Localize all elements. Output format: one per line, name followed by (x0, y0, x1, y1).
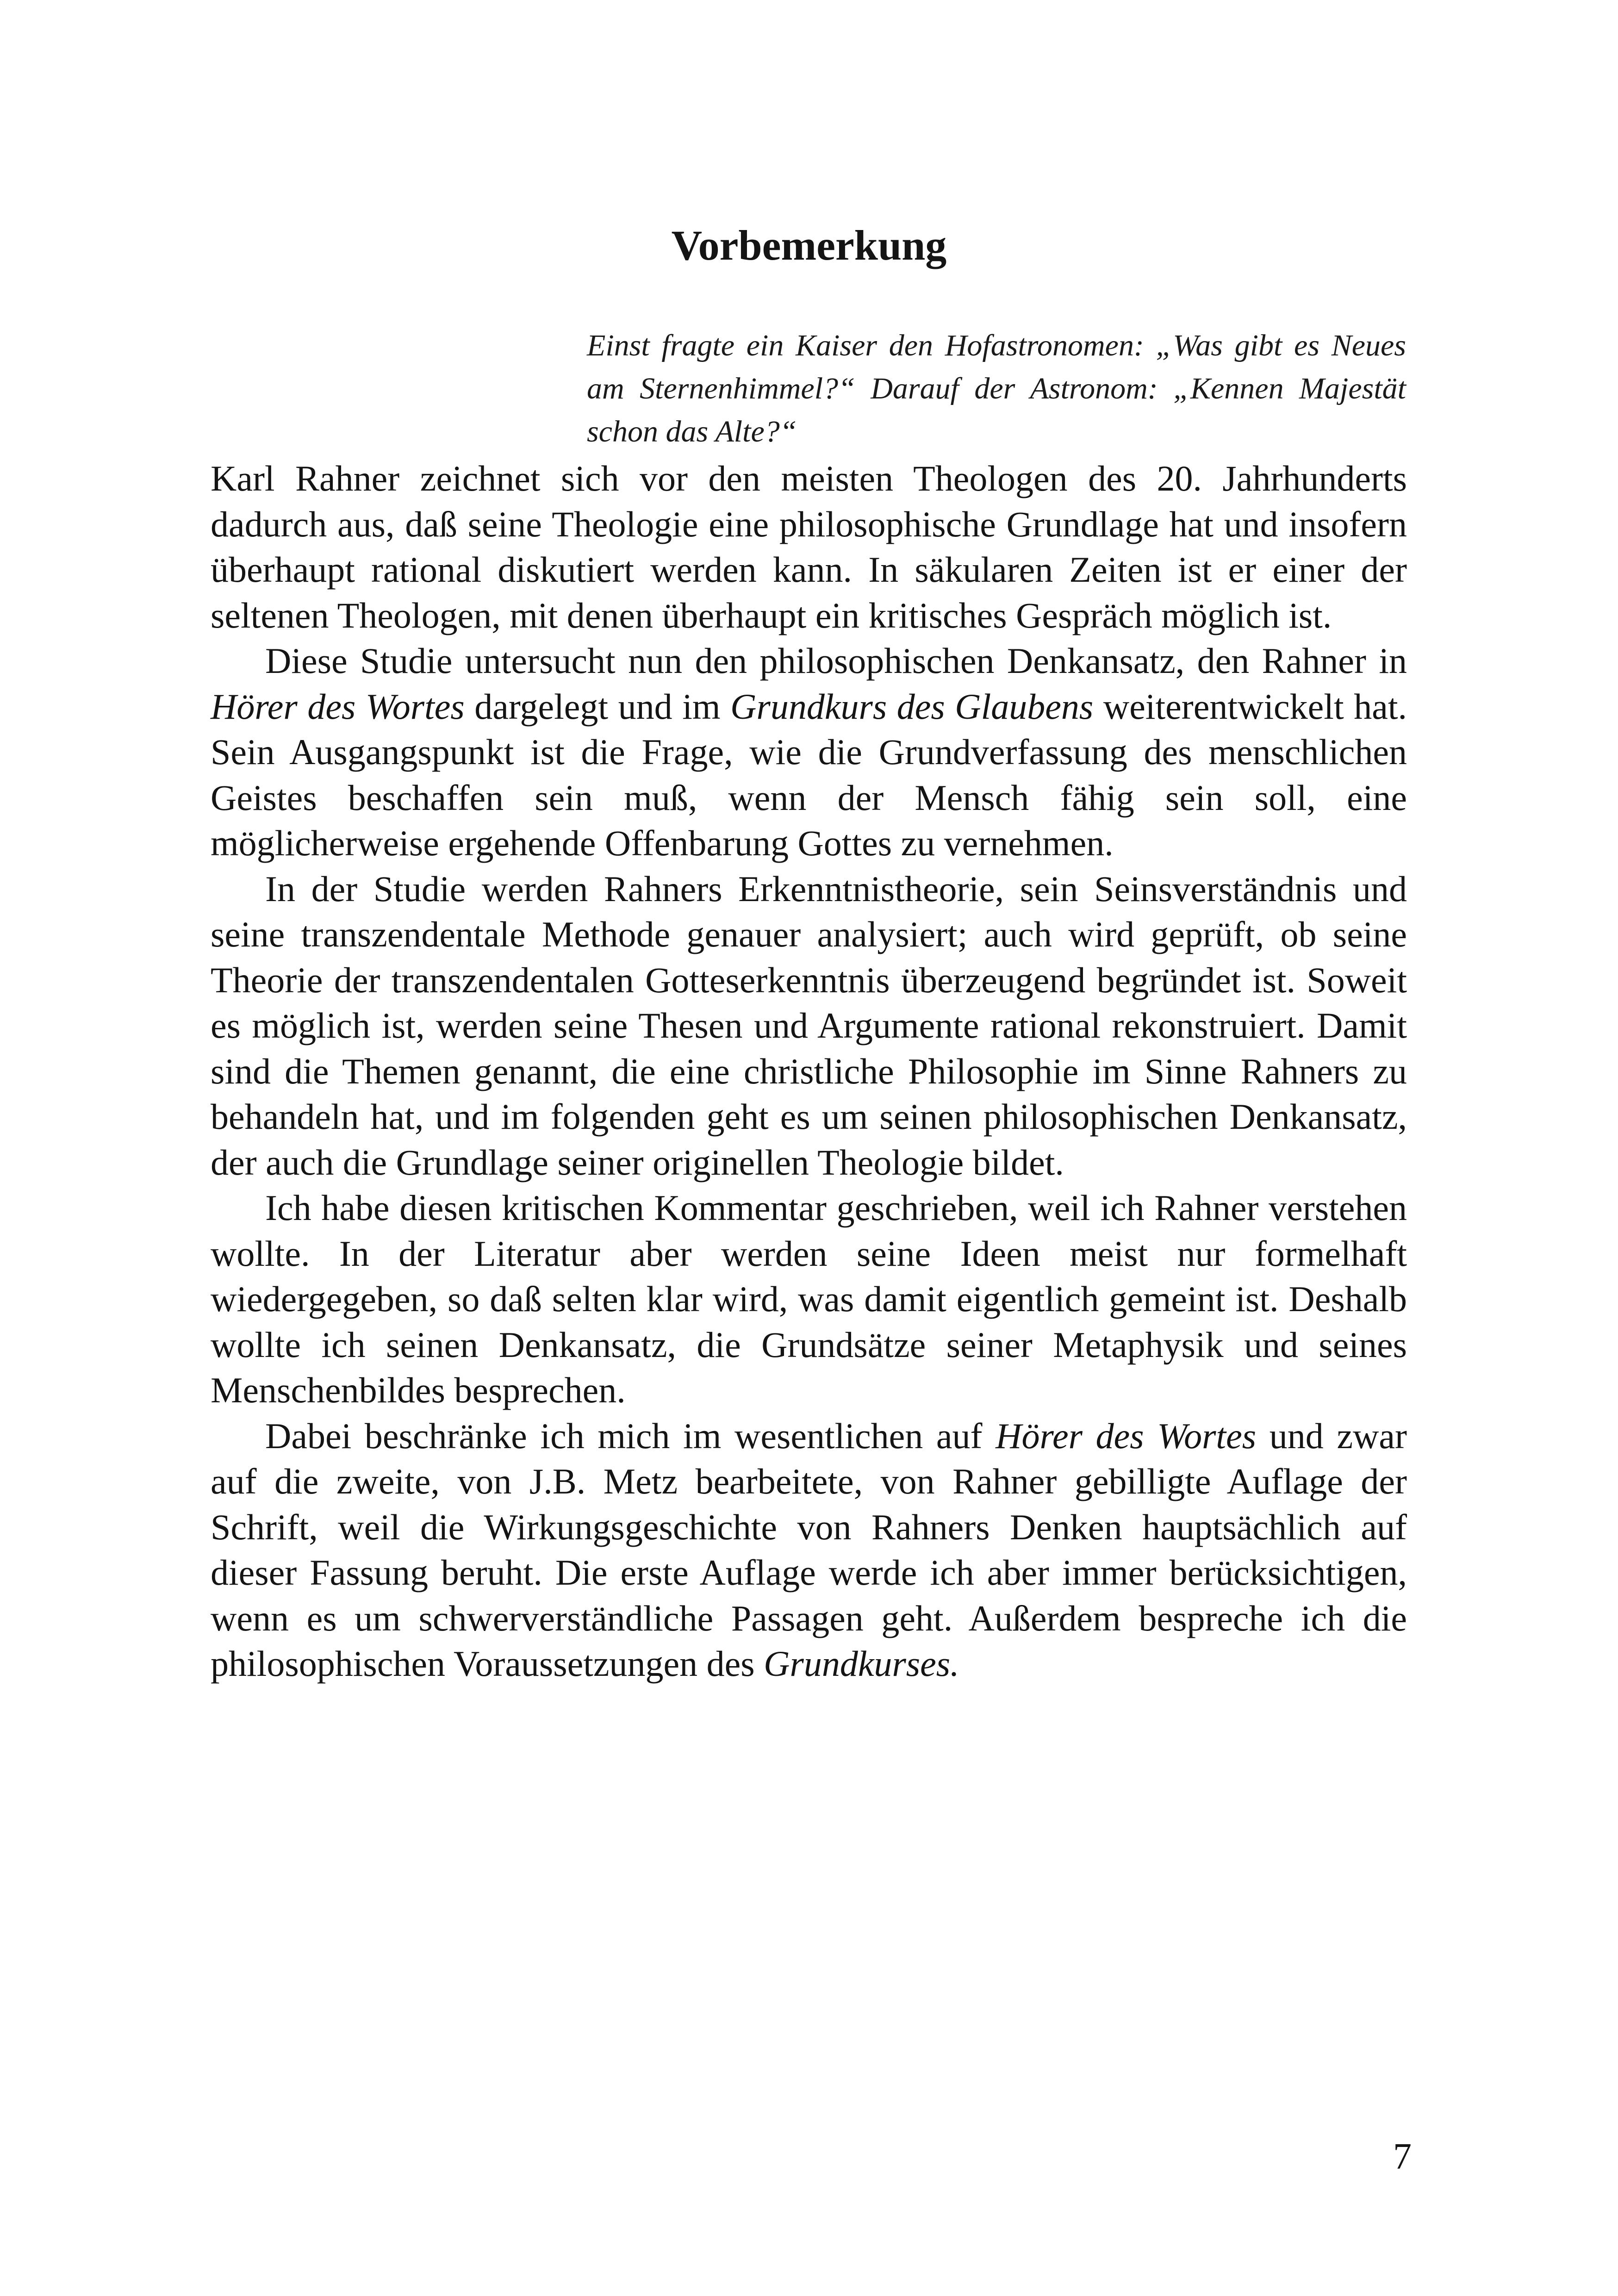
book-title-hoerer-des-wortes: Hörer des Wortes (996, 1415, 1257, 1456)
paragraph-1: Karl Rahner zeichnet sich vor den meisten Theologen des 20. Jahrhunderts dadurch aus, daß seine Theologie eine philosophische Grundlage hat und insofern überhaupt rational diskutiert werden kann. In säkularen Zeiten ist er einer der seltenen Theologen, mit denen überhaupt ein kritisches Gespräch möglich ist. (211, 458, 1407, 635)
epigraph: Einst fragte ein Kaiser den Hofastronomen: „Was gibt es Neues am Sternenhimmel?“ Darauf der Astronom: „Kennen Majestät schon das Alte?“ (587, 329, 1406, 448)
body-text (211, 456, 1407, 1687)
paragraph-2-text-c: dargelegt und im (464, 686, 731, 727)
paragraph-5-text-a: Dabei beschränke ich mich im wesentlichen auf (265, 1415, 996, 1456)
paragraph-2 (211, 638, 1407, 866)
page-title: Vorbemerkung (671, 222, 947, 269)
book-title-grundkurses: Grundkurses. (764, 1643, 959, 1684)
book-title-grundkurs-des-glaubens: Grundkurs des Glaubens (730, 686, 1094, 727)
book-title-hoerer-des-wortes: Hörer des Wortes (211, 686, 465, 727)
paragraph-2-text-e: weiterentwickelt hat. Sein Ausgangspunkt ist die Frage, wie die Grundverfassung des menschlichen Geistes beschaffen sein muß, wenn der Mensch fähig sein soll, eine möglicherweise ergehende Offenbarung Gottes zu vernehmen. (211, 686, 1407, 863)
page-number: 7 (1393, 2136, 1412, 2177)
paragraph-2-text-a: Diese Studie untersucht nun den philosophischen Denkansatz, den Rahner in (265, 641, 1407, 681)
paragraph-3: In der Studie werden Rahners Erkenntnistheorie, sein Seinsverständnis und seine transzendentale Methode genauer analysiert; auch wird geprüft, ob seine Theorie der transzendentalen Gotteserkenntnis überzeugend begründet ist. Soweit es möglich ist, werden seine Thesen und Argumente rational rekonstruiert. Damit sind die Themen genannt, die eine christliche Philosophie im Sinne Rahners zu behandeln hat, und im folgenden geht es um seinen philosophischen Denkansatz, der auch die Grundlage seiner originellen Theologie bildet. (211, 868, 1407, 1182)
paragraph-5-text-c: und zwar auf die zweite, von J.B. Metz bearbeitete, von Rahner gebilligte Auflage der Schrift, weil die Wirkungsgeschichte von Rahners Denken hauptsächlich auf dieser Fassung beruht. Die erste Auflage werde ich aber immer berücksichtigen, wenn es um schwerverständliche Passagen geht. Außerdem bespreche ich die philosophischen Voraussetzungen des (211, 1415, 1407, 1684)
paragraph-5 (211, 1413, 1407, 1687)
paragraph-4: Ich habe diesen kritischen Kommentar geschrieben, weil ich Rahner verstehen wollte. In der Literatur aber werden seine Ideen meist nur formelhaft wiedergegeben, so daß selten klar wird, was damit eigentlich gemeint ist. Deshalb wollte ich seinen Denkansatz, die Grundsätze seiner Metaphysik und seines Menschenbildes besprechen. (211, 1188, 1407, 1410)
